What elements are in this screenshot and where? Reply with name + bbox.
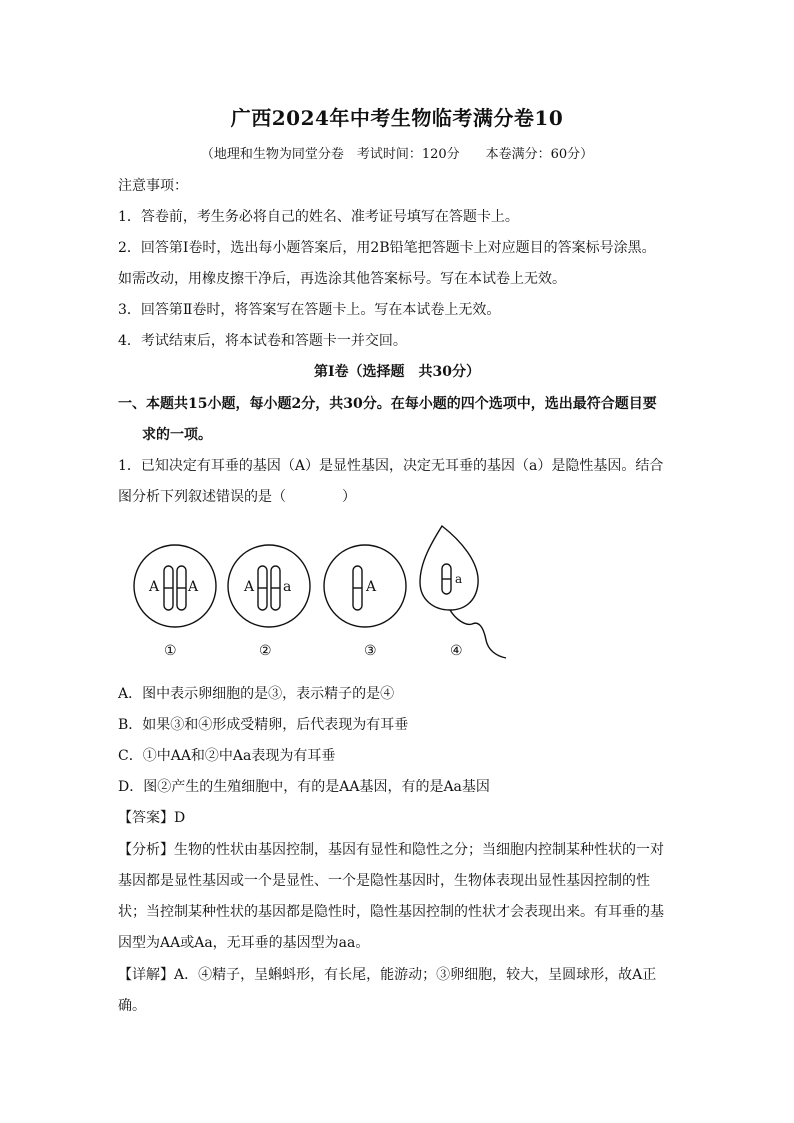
question-stem: 1．已知决定有耳垂的基因（A）是显性基因，决定无耳垂的基因（a）是隐性基因。结合 xyxy=(118,458,664,474)
detail-line xyxy=(118,965,656,985)
question-stem-cont: 图分析下列叙述错误的是（ ） xyxy=(118,489,356,505)
exam-subtitle: （地理和生物为同堂分卷 考试时间：120分 本卷满分：60分） xyxy=(200,147,594,162)
answer-value: D xyxy=(174,810,186,826)
note-item: 如需改动，用橡皮擦干净后，再选涂其他答案标号。写在本试卷上无效。 xyxy=(118,271,566,287)
section-instruction-cont: 求的一项。 xyxy=(142,427,212,443)
gene-label: A xyxy=(244,579,255,595)
answer-label: 【答案】 xyxy=(118,810,174,826)
note-item: 2．回答第Ⅰ卷时，选出每小题答案后，用2B铅笔把答题卡上对应题目的答案标号涂黑。 xyxy=(118,240,656,256)
analysis-text-cont: 状；当控制某种性状的基因都是隐性时，隐性基因控制的性状才会表现出来。有耳垂的基 xyxy=(118,904,664,920)
analysis-line xyxy=(118,840,664,860)
section-instruction: 一、本题共15小题，每小题2分，共30分。在每小题的四个选项中，选出最符合题目要 xyxy=(118,396,657,412)
analysis-text: 生物的性状由基因控制，基因有显性和隐性之分；当细胞内控制某种性状的一对 xyxy=(174,842,664,858)
section-title: 第Ⅰ卷（选择题 共30分） xyxy=(313,364,481,380)
note-item: 4．考试结束后，将本试卷和答题卡一并交回。 xyxy=(118,333,407,349)
option-b: B．如果③和④形成受精卵，后代表现为有耳垂 xyxy=(118,717,409,733)
cell-2-diagram xyxy=(228,545,310,627)
cell-number: ④ xyxy=(450,643,463,659)
analysis-text-cont: 因型为AA或Aa，无耳垂的基因型为aa。 xyxy=(118,935,370,951)
option-d: D．图②产生的生殖细胞中，有的是AA基因，有的是Aa基因 xyxy=(118,779,490,795)
cell-3-diagram xyxy=(324,545,406,627)
gene-label: a xyxy=(283,579,292,595)
page-title: 广西2024年中考生物临考满分卷10 xyxy=(230,106,564,130)
detail-text-cont: 确。 xyxy=(118,998,146,1014)
note-item: 1．答卷前，考生务必将自己的姓名、准考证号填写在答题卡上。 xyxy=(118,209,519,225)
option-a: A．图中表示卵细胞的是③，表示精子的是④ xyxy=(118,686,395,702)
cell-number: ③ xyxy=(364,643,377,659)
cell-1-diagram xyxy=(134,545,216,627)
detail-label: 【详解】 xyxy=(118,967,174,983)
gene-label: A xyxy=(188,579,199,595)
notes-heading: 注意事项： xyxy=(118,178,188,194)
cell-number: ② xyxy=(259,643,272,659)
cell-figure xyxy=(120,522,520,664)
answer-line xyxy=(118,808,185,828)
analysis-text-cont: 基因都是显性基因或一个是显性、一个是隐性基因时，生物体表现出显性基因控制的性 xyxy=(118,873,650,889)
sperm-diagram xyxy=(420,526,506,658)
detail-text: A．④精子，呈蝌蚪形，有长尾，能游动；③卵细胞，较大，呈圆球形，故A正 xyxy=(174,967,657,983)
note-item: 3．回答第Ⅱ卷时，将答案写在答题卡上。写在本试卷上无效。 xyxy=(118,302,501,318)
analysis-label: 【分析】 xyxy=(118,842,174,858)
gene-label: a xyxy=(455,572,463,586)
cell-number: ① xyxy=(164,643,177,659)
gene-label: A xyxy=(149,579,160,595)
gene-label: A xyxy=(366,579,377,595)
option-c: C．①中AA和②中Aa表现为有耳垂 xyxy=(118,748,336,764)
